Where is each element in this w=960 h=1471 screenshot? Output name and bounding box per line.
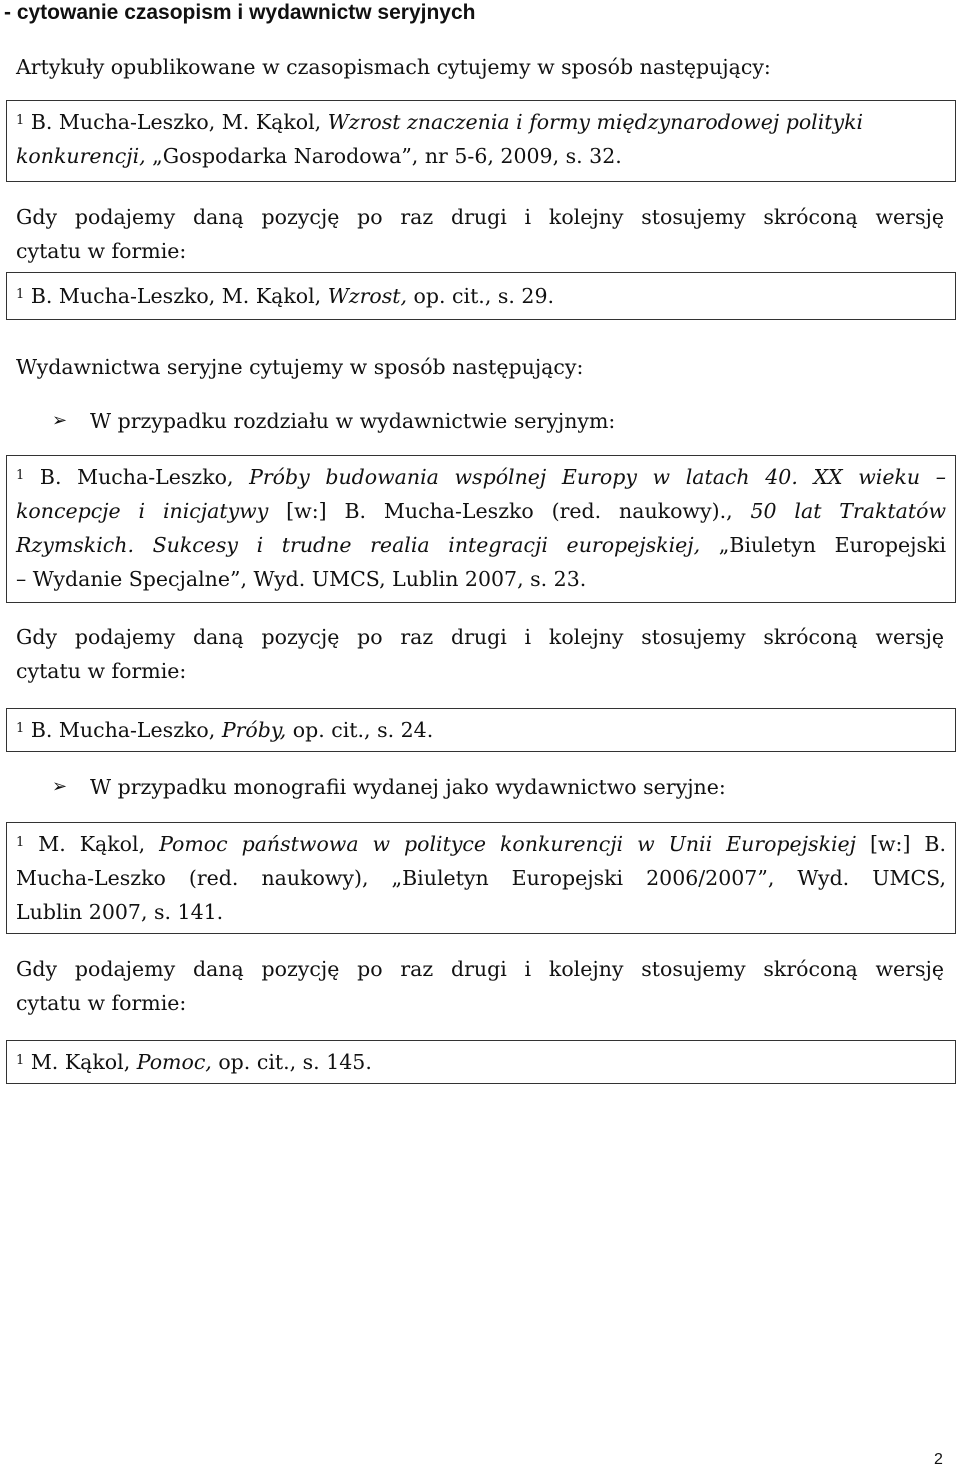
citation-box-monograph	[6, 822, 956, 934]
citation-source: „Biuletyn Europejski	[700, 533, 947, 557]
citation-box-short	[6, 1040, 956, 1084]
footnote-marker: 1	[16, 1053, 25, 1068]
citation-line	[16, 494, 946, 528]
arrow-bullet-icon: ➢	[52, 410, 68, 431]
citation-title: Pomoc,	[136, 1050, 212, 1074]
footnote-marker: 1	[16, 287, 25, 302]
citation-title: koncepcje i inicjatywy	[16, 499, 269, 523]
page-number: 2	[934, 1451, 943, 1468]
bullet-text: W przypadku rozdziału w wydawnictwie seryjnym:	[90, 409, 616, 433]
short-form-explanation: Gdy podajemy daną pozycję po raz drugi i kolejny stosujemy skróconą wersję	[16, 625, 944, 649]
citation-line: Mucha-Leszko (red. naukowy), „Biuletyn Europejski 2006/2007”, Wyd. UMCS,	[16, 866, 946, 890]
citation-box-article	[6, 100, 956, 182]
short-form-explanation: Gdy podajemy daną pozycję po raz drugi i kolejny stosujemy skróconą wersję	[16, 957, 944, 981]
citation-authors: B. Mucha-Leszko, M. Kąkol,	[30, 110, 328, 134]
citation-line	[16, 827, 946, 861]
citation-box-short	[6, 708, 956, 752]
citation-source: „Gospodarka Narodowa”, nr 5-6, 2009, s. 32.	[145, 144, 622, 168]
citation-line	[16, 528, 946, 562]
citation-title: Wzrost,	[327, 284, 408, 308]
citation-line	[16, 139, 622, 173]
citation-title: konkurencji,	[16, 144, 146, 168]
citation-authors: M. Kąkol,	[30, 1050, 137, 1074]
citation-line	[16, 279, 554, 313]
footnote-marker: 1	[16, 721, 25, 736]
citation-editor: [w:] B.	[856, 832, 946, 856]
citation-line	[16, 713, 433, 747]
citation-title: Próby budowania wspólnej Europy w latach 40. XX wieku –	[249, 465, 946, 489]
citation-line	[16, 460, 946, 494]
footnote-marker: 1	[16, 835, 25, 850]
citation-line	[16, 105, 863, 139]
citation-box-chapter	[6, 455, 956, 603]
citation-source: op. cit., s. 24.	[286, 718, 434, 742]
footnote-marker: 1	[16, 113, 25, 128]
citation-authors: B. Mucha-Leszko, M. Kąkol,	[30, 284, 328, 308]
citation-title: Próby,	[221, 718, 287, 742]
citation-title: Wzrost znaczenia i formy międzynarodowej polityki	[327, 110, 864, 134]
short-form-explanation-cont: cytatu w formie:	[16, 659, 187, 683]
citation-source: op. cit., s. 29.	[407, 284, 555, 308]
short-form-explanation-cont: cytatu w formie:	[16, 991, 187, 1015]
footnote-marker: 1	[16, 468, 25, 483]
citation-authors: B. Mucha-Leszko,	[39, 465, 250, 489]
short-form-explanation: Gdy podajemy daną pozycję po raz drugi i kolejny stosujemy skróconą wersję	[16, 205, 944, 229]
citation-volume-title: 50 lat Traktatów	[750, 499, 946, 523]
citation-line: – Wydanie Specjalne”, Wyd. UMCS, Lublin 2007, s. 23.	[16, 567, 587, 591]
section-heading: - cytowanie czasopism i wydawnictw seryjnych	[4, 1, 476, 24]
citation-editor: [w:] B. Mucha-Leszko (red. naukowy).,	[268, 499, 751, 523]
bullet-text: W przypadku monografii wydanej jako wydawnictwo seryjne:	[90, 775, 726, 799]
citation-line	[16, 1045, 372, 1079]
arrow-bullet-icon: ➢	[52, 776, 68, 797]
citation-authors: M. Kąkol,	[38, 832, 160, 856]
short-form-explanation-cont: cytatu w formie:	[16, 239, 187, 263]
citation-source: op. cit., s. 145.	[211, 1050, 372, 1074]
citation-volume-title: Rzymskich. Sukcesy i trudne realia integracji europejskiej,	[16, 533, 701, 557]
intro-text: Artykuły opublikowane w czasopismach cytujemy w sposób następujący:	[16, 55, 771, 79]
citation-box-short	[6, 272, 956, 320]
citation-authors: B. Mucha-Leszko,	[30, 718, 222, 742]
citation-title: Pomoc państwowa w polityce konkurencji w Unii Europejskiej	[159, 832, 857, 856]
serial-intro-text: Wydawnictwa seryjne cytujemy w sposób następujący:	[16, 355, 584, 379]
citation-line: Lublin 2007, s. 141.	[16, 900, 224, 924]
